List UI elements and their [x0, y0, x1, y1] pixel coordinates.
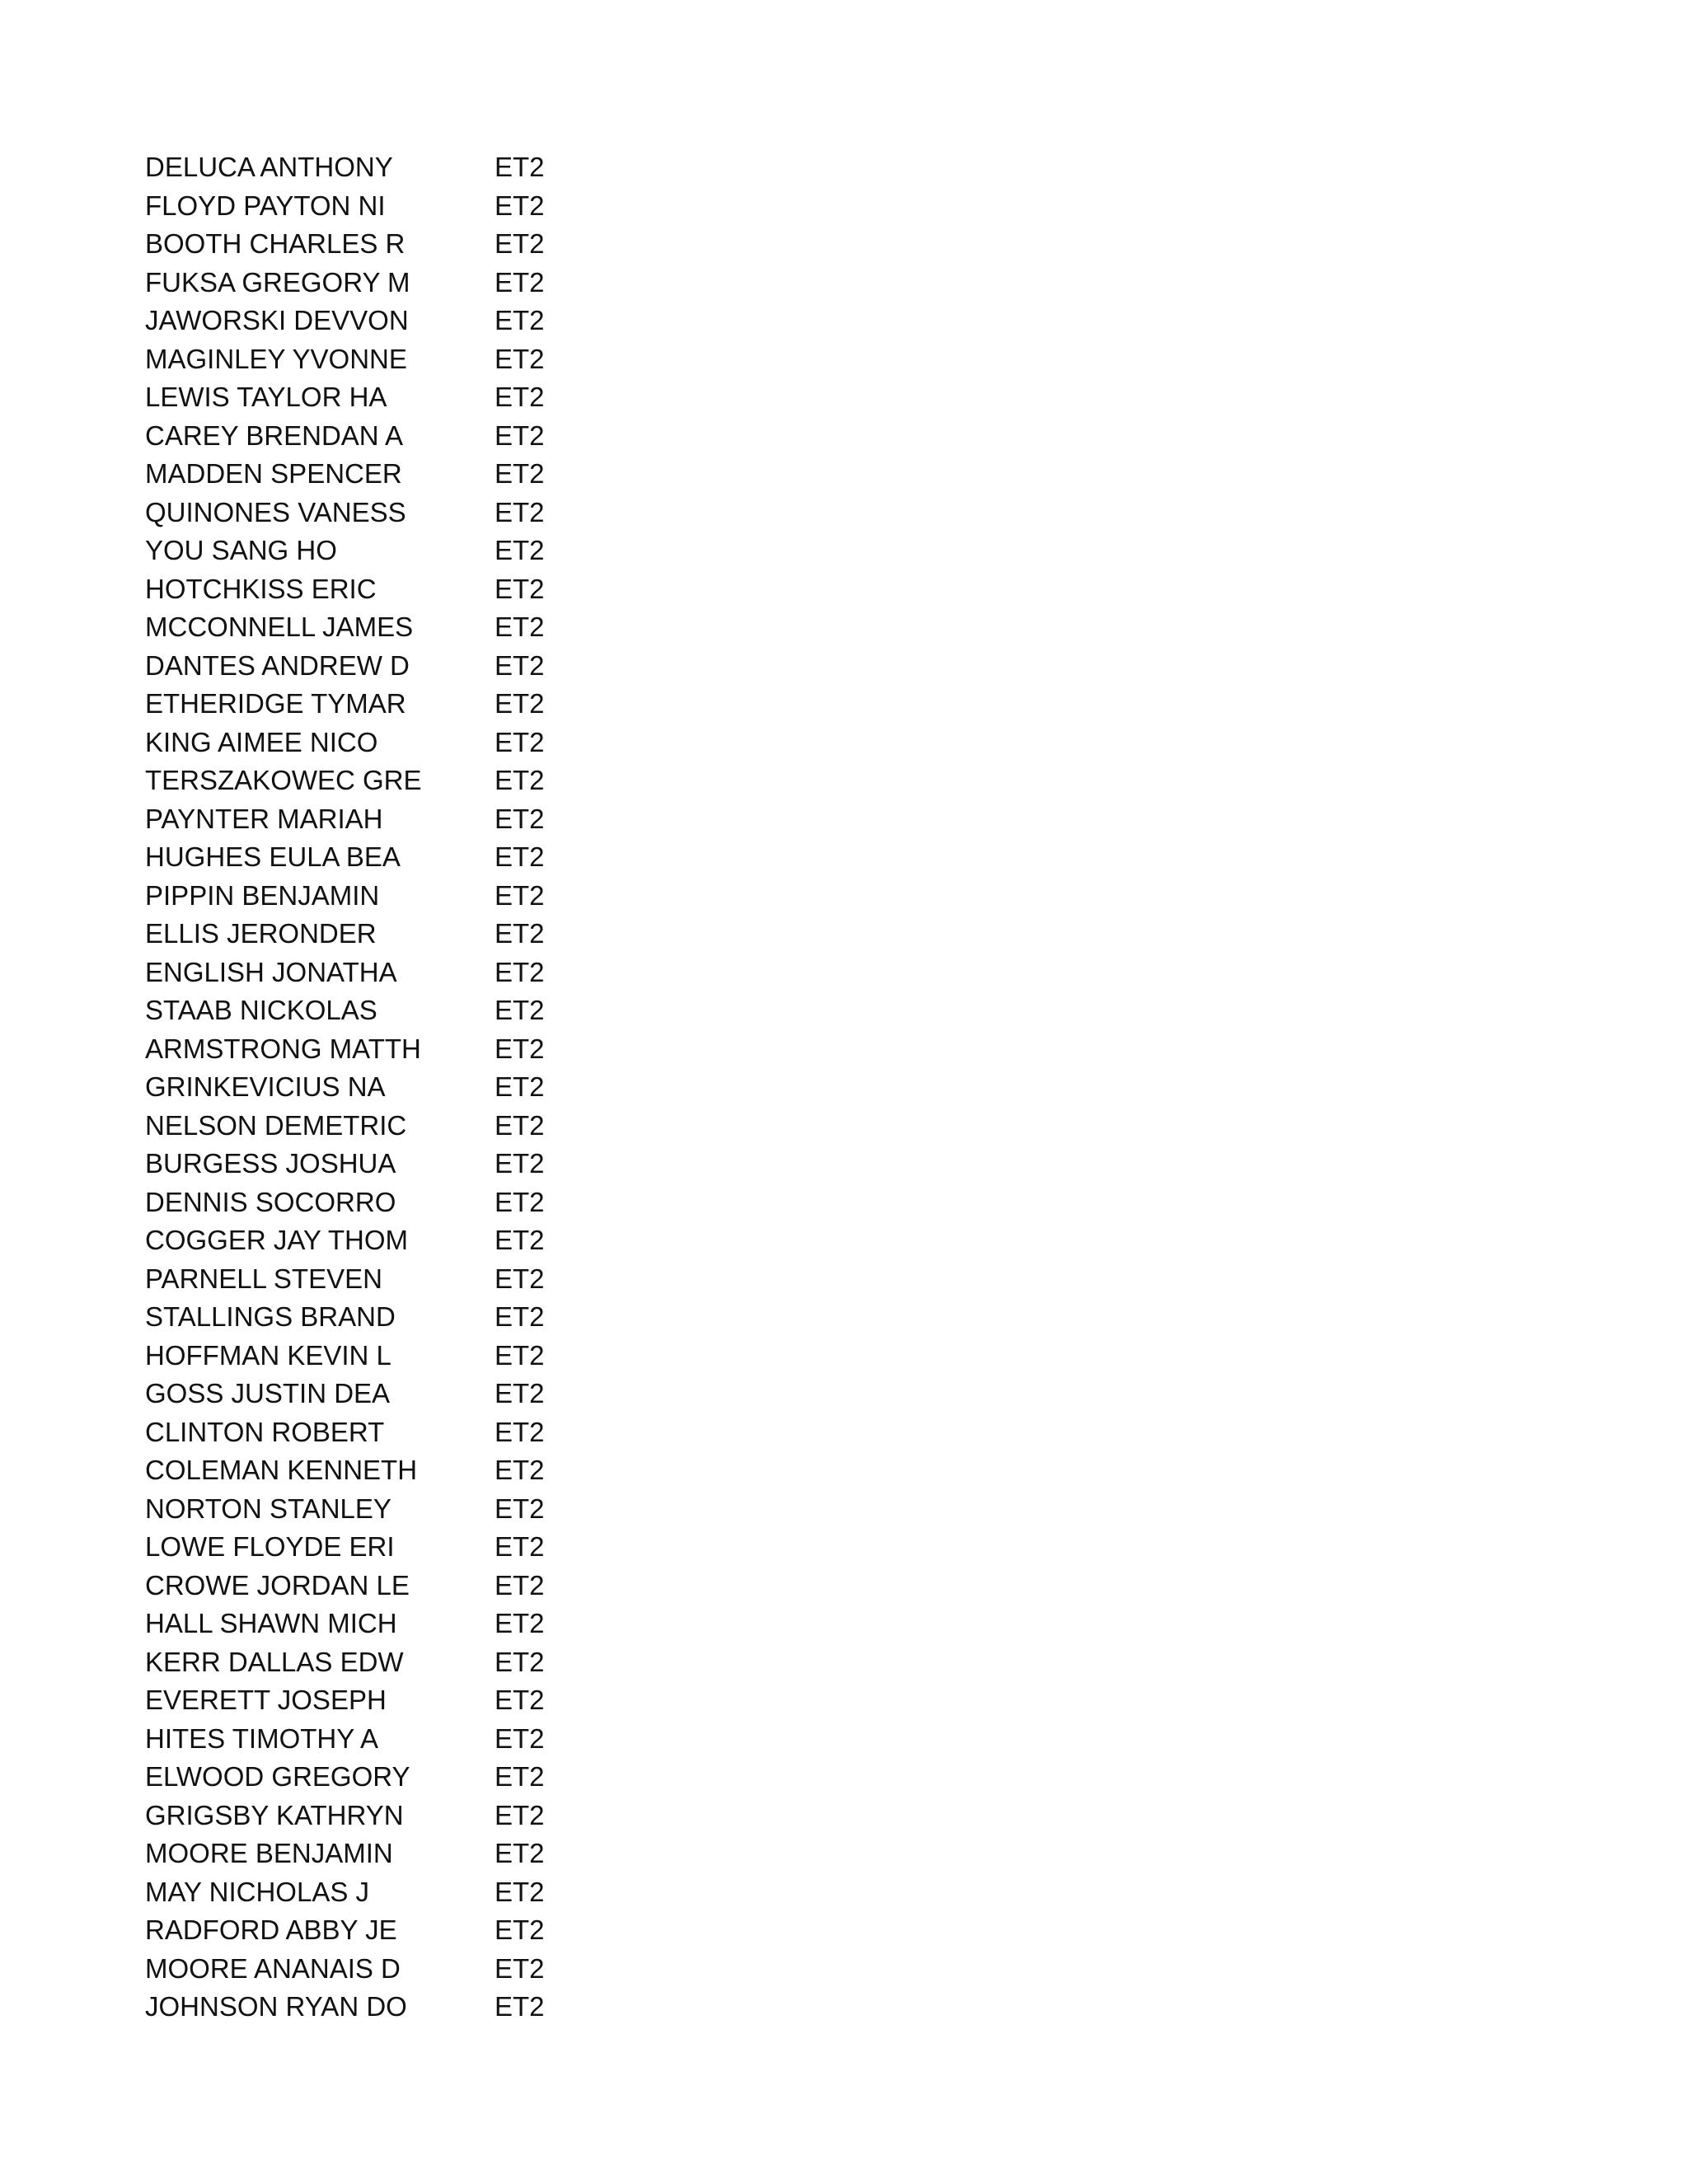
employee-name: HUGHES EULA BEA [145, 841, 401, 872]
roster-row [145, 1567, 574, 1605]
employee-name: ARMSTRONG MATTH [145, 1033, 421, 1064]
grade-code: ET2 [495, 535, 545, 565]
roster-row [145, 1030, 574, 1069]
roster-row [145, 302, 574, 340]
roster-row [145, 1911, 574, 1950]
employee-name: ENGLISH JONATHA [145, 956, 397, 987]
employee-name: MOORE ANANAIS D [145, 1952, 401, 1984]
employee-name: HOFFMAN KEVIN L [145, 1339, 392, 1371]
employee-name: JOHNSON RYAN DO [145, 1991, 407, 2022]
employee-name: CLINTON ROBERT [145, 1416, 385, 1447]
grade-code: ET2 [495, 573, 545, 604]
employee-name: DANTES ANDREW D [145, 649, 410, 681]
grade-code: ET2 [495, 152, 545, 182]
roster-row [145, 991, 574, 1030]
employee-name: COLEMAN KENNETH [145, 1455, 418, 1485]
employee-name: CROWE JORDAN LE [145, 1569, 410, 1601]
employee-name: JAWORSKI DEVVON [145, 305, 409, 335]
grade-code: ET2 [495, 1263, 545, 1294]
grade-code: ET2 [495, 382, 545, 412]
roster-row [145, 724, 574, 762]
roster-row [145, 1068, 574, 1107]
roster-row [145, 1988, 574, 2027]
employee-name: NORTON STANLEY [145, 1493, 392, 1524]
employee-name: PAYNTER MARIAH [145, 803, 383, 834]
roster-row [145, 1605, 574, 1643]
employee-name: DENNIS SOCORRO [145, 1186, 396, 1217]
employee-name: LOWE FLOYDE ERI [145, 1531, 395, 1562]
roster-row [145, 264, 574, 302]
roster-row [145, 915, 574, 954]
roster-row [145, 1260, 574, 1299]
roster-row [145, 1375, 574, 1413]
employee-name: YOU SANG HO [145, 535, 337, 565]
roster-row [145, 1720, 574, 1759]
roster-row [145, 685, 574, 724]
employee-name: MADDEN SPENCER [145, 458, 402, 489]
employee-name: HALL SHAWN MICH [145, 1608, 397, 1638]
roster-row [145, 1145, 574, 1183]
employee-name: BOOTH CHARLES R [145, 228, 406, 259]
roster-row [145, 570, 574, 609]
roster-row [145, 762, 574, 800]
roster-list [145, 148, 574, 2027]
roster-row [145, 608, 574, 647]
grade-code: ET2 [495, 841, 545, 872]
grade-code: ET2 [495, 1531, 545, 1562]
employee-name: NELSON DEMETRIC [145, 1109, 407, 1141]
employee-name: GRIGSBY KATHRYN [145, 1799, 404, 1830]
roster-row [145, 417, 574, 456]
grade-code: ET2 [495, 1301, 545, 1332]
grade-code: ET2 [495, 612, 545, 642]
grade-code: ET2 [495, 1493, 545, 1524]
grade-code: ET2 [495, 1109, 545, 1141]
grade-code: ET2 [495, 1608, 545, 1638]
grade-code: ET2 [495, 1646, 545, 1677]
employee-name: BURGESS JOSHUA [145, 1148, 396, 1179]
grade-code: ET2 [495, 688, 545, 719]
grade-code: ET2 [495, 1799, 545, 1830]
employee-name: STALLINGS BRAND [145, 1301, 396, 1332]
grade-code: ET2 [495, 918, 545, 949]
roster-row [145, 1337, 574, 1376]
grade-code: ET2 [495, 1416, 545, 1447]
roster-row [145, 647, 574, 686]
roster-row [145, 1413, 574, 1452]
employee-name: PARNELL STEVEN [145, 1263, 382, 1294]
grade-code: ET2 [495, 1339, 545, 1371]
employee-name: MAY NICHOLAS J [145, 1876, 370, 1907]
employee-name: GRINKEVICIUS NA [145, 1071, 386, 1102]
roster-row [145, 532, 574, 570]
roster-row [145, 494, 574, 532]
roster-row [145, 340, 574, 379]
roster-row [145, 378, 574, 417]
roster-row [145, 877, 574, 916]
roster-row [145, 1490, 574, 1529]
employee-name: MOORE BENJAMIN [145, 1838, 393, 1868]
roster-row [145, 1950, 574, 1989]
grade-code: ET2 [495, 1761, 545, 1792]
grade-code: ET2 [495, 1455, 545, 1485]
grade-code: ET2 [495, 458, 545, 489]
employee-name: QUINONES VANESS [145, 496, 406, 527]
employee-name: DELUCA ANTHONY [145, 152, 393, 182]
roster-row [145, 1873, 574, 1912]
roster-row [145, 838, 574, 877]
grade-code: ET2 [495, 419, 545, 451]
grade-code: ET2 [495, 649, 545, 681]
roster-row [145, 1643, 574, 1682]
employee-name: HOTCHKISS ERIC [145, 573, 377, 604]
employee-name: RADFORD ABBY JE [145, 1915, 397, 1945]
employee-name: LEWIS TAYLOR HA [145, 382, 387, 412]
employee-name: FLOYD PAYTON NI [145, 190, 386, 221]
employee-name: TERSZAKOWEC GRE [145, 765, 422, 795]
roster-row [145, 1758, 574, 1797]
roster-row [145, 800, 574, 839]
employee-name: KING AIMEE NICO [145, 726, 378, 757]
roster-row [145, 455, 574, 494]
employee-name: STAAB NICKOLAS [145, 995, 377, 1025]
roster-row [145, 1221, 574, 1260]
roster-row [145, 1183, 574, 1222]
grade-code: ET2 [495, 496, 545, 527]
grade-code: ET2 [495, 1685, 545, 1715]
grade-code: ET2 [495, 879, 545, 911]
roster-row [145, 1298, 574, 1337]
roster-row [145, 1528, 574, 1567]
grade-code: ET2 [495, 228, 545, 259]
grade-code: ET2 [495, 1915, 545, 1945]
roster-row [145, 1835, 574, 1873]
grade-code: ET2 [495, 1186, 545, 1217]
employee-name: ETHERIDGE TYMAR [145, 688, 406, 719]
roster-row [145, 1797, 574, 1835]
employee-name: GOSS JUSTIN DEA [145, 1378, 391, 1408]
employee-name: EVERETT JOSEPH [145, 1685, 387, 1715]
employee-name: COGGER JAY THOM [145, 1225, 409, 1255]
grade-code: ET2 [495, 1071, 545, 1102]
roster-row [145, 1451, 574, 1490]
roster-row [145, 148, 574, 187]
grade-code: ET2 [495, 803, 545, 834]
grade-code: ET2 [495, 995, 545, 1025]
employee-name: PIPPIN BENJAMIN [145, 879, 380, 911]
employee-name: ELWOOD GREGORY [145, 1761, 410, 1792]
grade-code: ET2 [495, 1569, 545, 1601]
grade-code: ET2 [495, 305, 545, 335]
grade-code: ET2 [495, 1378, 545, 1408]
roster-row [145, 1107, 574, 1146]
grade-code: ET2 [495, 1876, 545, 1907]
grade-code: ET2 [495, 1952, 545, 1984]
roster-row [145, 187, 574, 226]
roster-row [145, 1681, 574, 1720]
employee-name: KERR DALLAS EDW [145, 1646, 404, 1677]
grade-code: ET2 [495, 190, 545, 221]
employee-name: CAREY BRENDAN A [145, 419, 403, 451]
grade-code: ET2 [495, 1991, 545, 2022]
employee-name: MCCONNELL JAMES [145, 612, 414, 642]
roster-row [145, 225, 574, 264]
employee-name: FUKSA GREGORY M [145, 266, 410, 298]
grade-code: ET2 [495, 726, 545, 757]
grade-code: ET2 [495, 1033, 545, 1064]
grade-code: ET2 [495, 266, 545, 298]
grade-code: ET2 [495, 1838, 545, 1868]
grade-code: ET2 [495, 1722, 545, 1754]
employee-name: ELLIS JERONDER [145, 918, 377, 949]
employee-name: MAGINLEY YVONNE [145, 343, 407, 374]
grade-code: ET2 [495, 1225, 545, 1255]
grade-code: ET2 [495, 1148, 545, 1179]
grade-code: ET2 [495, 956, 545, 987]
employee-name: HITES TIMOTHY A [145, 1722, 378, 1754]
grade-code: ET2 [495, 765, 545, 795]
grade-code: ET2 [495, 343, 545, 374]
roster-row [145, 954, 574, 992]
